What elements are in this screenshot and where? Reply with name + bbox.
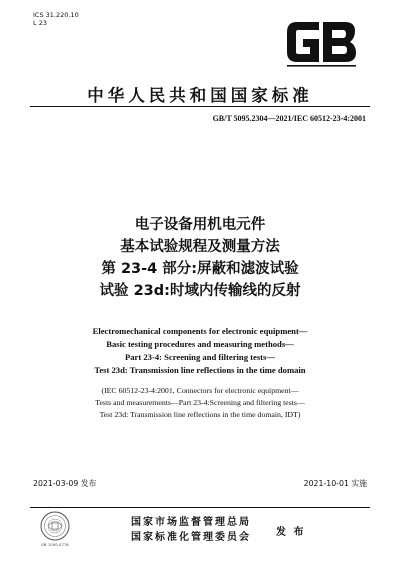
- chinese-title-line-1: 电子设备用机电元件: [134, 217, 266, 233]
- ics-code: ICS 31.220.10: [33, 11, 79, 19]
- footer-divider: [30, 507, 370, 508]
- chinese-title: [0, 214, 400, 302]
- national-standard-title: 中华人民共和国国家标准: [87, 86, 313, 105]
- english-title: [0, 325, 400, 377]
- iec-equivalence-line-3: Test 23d: Transmission line reflections in the time domain, IDT): [99, 410, 301, 419]
- chinese-title-line-3: 第 23-4 部分:屏蔽和滤波试验: [101, 261, 299, 277]
- gb-logo: [283, 14, 359, 70]
- issuer-samr: 国家市场监督管理总局: [131, 517, 251, 528]
- english-title-line-4: Test 23d: Transmission line reflections in the time domain: [94, 365, 306, 375]
- issuer-sac: 国家标准化管理委员会: [131, 532, 251, 543]
- ccs-code: L 23: [33, 19, 47, 27]
- iec-equivalence-line-2: Tests and measurements—Part 23-4:Screening and filtering tests—: [95, 398, 305, 407]
- issue-word: 发 布: [276, 527, 306, 538]
- english-title-line-1: Electromechanical components for electronic equipment—: [92, 326, 308, 336]
- iec-equivalence-note: [0, 385, 400, 421]
- publish-date: 2021-03-09 发布: [33, 479, 97, 488]
- anti-counterfeit-seal-icon: [40, 511, 70, 541]
- header-divider: [30, 106, 370, 107]
- implementation-date: 2021-10-01 实施: [303, 479, 367, 488]
- iec-equivalence-line-1: (IEC 60512-23-4:2001, Connectors for electronic equipment—: [101, 386, 299, 395]
- seal-code: GB 1000-0776: [41, 543, 69, 547]
- issuing-authorities: [131, 515, 251, 545]
- english-title-line-2: Basic testing procedures and measuring methods—: [106, 339, 294, 349]
- standard-number: GB/T 5095.2304—2021/IEC 60512-23-4:2001: [212, 114, 366, 123]
- classification-codes: [33, 11, 79, 27]
- chinese-title-line-4: 试验 23d:时域内传输线的反射: [99, 283, 301, 299]
- english-title-line-3: Part 23-4: Screening and filtering tests—: [125, 352, 275, 362]
- chinese-title-line-2: 基本试验规程及测量方法: [120, 239, 280, 255]
